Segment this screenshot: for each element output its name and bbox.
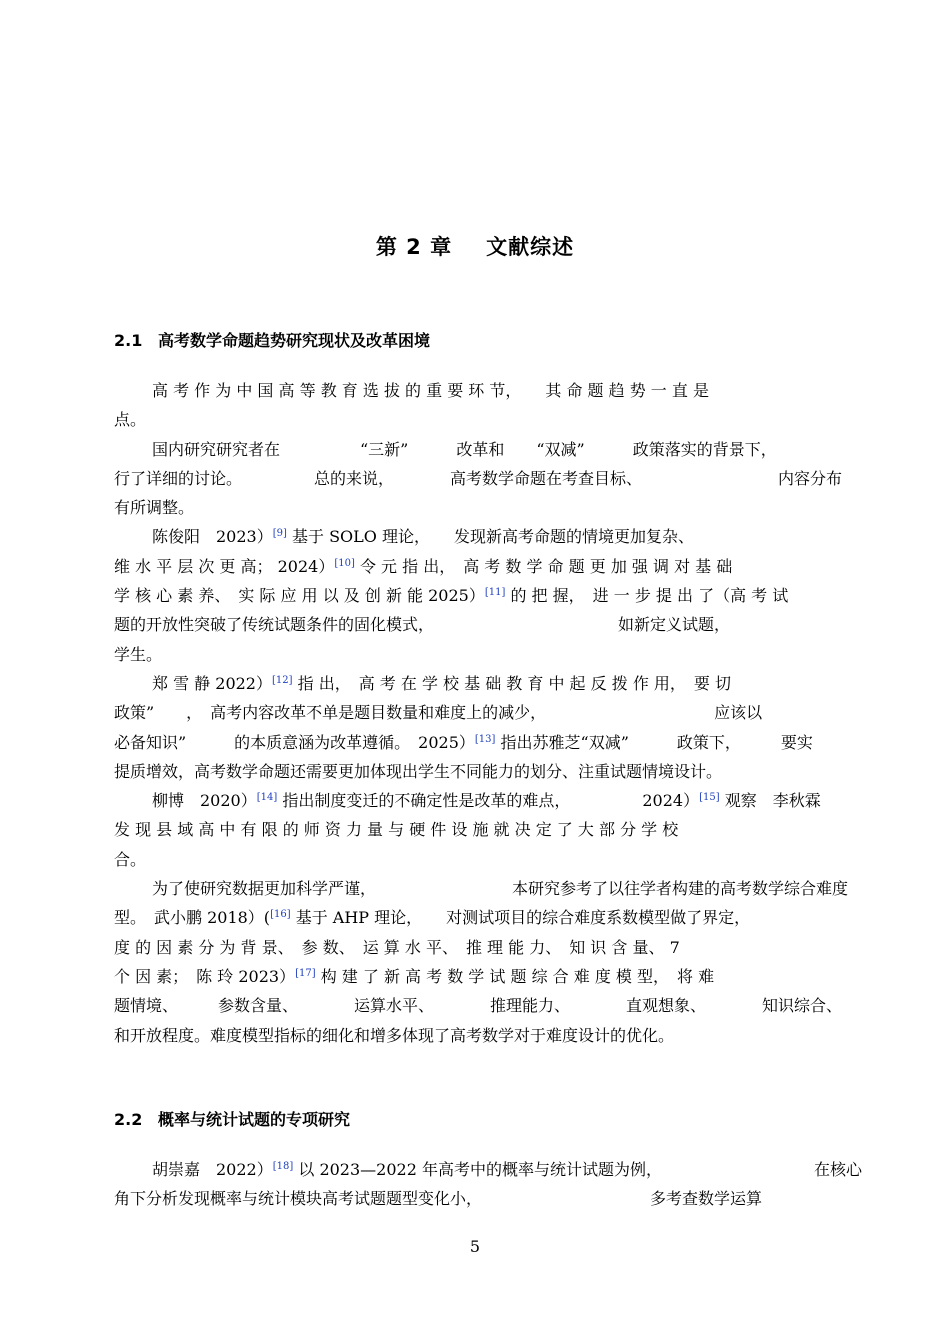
citation-ref[interactable]: [16] bbox=[270, 909, 291, 921]
text-line: 发 现 县 域 高 中 有 限 的 师 资 力 量 与 硬 件 设 施 就 决 定 了 大 部 分 学 校 bbox=[114, 820, 679, 840]
citation-ref[interactable]: [11] bbox=[484, 587, 506, 599]
text-line: 维 水 平 层 次 更 高； 2024）[10] 令 元 指 出， 高 考 数 学 命 题 更 加 强 调 对 基 础 bbox=[114, 556, 733, 576]
chapter-label: 第 2 章 bbox=[375, 235, 453, 259]
text-line: 有所调整。 bbox=[114, 498, 195, 518]
numeral: 7 bbox=[669, 937, 680, 957]
citation-ref[interactable]: [17] bbox=[295, 967, 316, 979]
citation-ref[interactable]: [14] bbox=[256, 792, 278, 804]
text-line: 必备知识” 的本质意涵为改革遵循。 2025）[13] 指出苏雅芝“双减” 政策下， 要实 bbox=[114, 732, 813, 752]
text-line: 行了详细的讨论。 总的来说， 高考数学命题在考查目标、 内容分布 bbox=[114, 468, 843, 488]
section-heading-2-2 bbox=[114, 1108, 934, 1132]
section-heading-2-1 bbox=[114, 329, 934, 353]
section-number: 2.1 bbox=[114, 331, 143, 350]
text-line: 度 的 因 素 分 为 背 景、 参 数、 运 算 水 平、 推 理 能 力、 知 识 含 量、 7 bbox=[114, 937, 680, 957]
text-line: 个 因 素； 陈 玲 2023）[17] 构 建 了 新 高 考 数 学 试 题 综 合 难 度 模 型， 将 难 bbox=[114, 966, 715, 986]
text-line: 陈俊阳 2023）[9] 基于 SOLO 理论， 发现新高考命题的情境更加复杂、 bbox=[152, 527, 694, 547]
section-2-2-body bbox=[114, 1155, 950, 1214]
citation-ref[interactable]: [18] bbox=[272, 1161, 294, 1172]
section-title: 概率与统计试题的专项研究 bbox=[158, 1110, 351, 1129]
text-line: 合。 bbox=[114, 849, 147, 869]
text-line: 学生。 bbox=[114, 644, 163, 664]
section-2-1-body bbox=[114, 376, 950, 1050]
section-number: 2.2 bbox=[114, 1110, 143, 1129]
text-line: 型。 武小鹏 2018）([16] 基于 AHP 理论， 对测试项目的综合难度系数模型做了界定， bbox=[114, 908, 751, 928]
text-line: 和开放程度。难度模型指标的细化和增多体现了高考数学对于难度设计的优化。 bbox=[114, 1025, 675, 1045]
text-line: 题情境、 参数含量、 运算水平、 推理能力、 直观想象、 知识综合、 bbox=[114, 996, 843, 1016]
citation-ref[interactable]: [9] bbox=[272, 528, 287, 540]
text-line: 提质增效，高考数学命题还需要更加体现出学生不同能力的划分、注重试题情境设计。 bbox=[114, 761, 723, 781]
text-line: 题的开放性突破了传统试题条件的固化模式， 如新定义试题， bbox=[114, 615, 731, 635]
chapter-title bbox=[0, 232, 950, 262]
text-line: 政策” ， 高考内容改革不单是题目数量和难度上的减少， 应该以 bbox=[114, 703, 763, 723]
citation-ref[interactable]: [10] bbox=[334, 557, 355, 569]
text-line: 高 考 作 为 中 国 高 等 教 育 选 拔 的 重 要 环 节， 其 命 题 趋 势 一 直 是 bbox=[152, 381, 709, 400]
text-line: 点。 bbox=[114, 410, 147, 430]
section-title: 高考数学命题趋势研究现状及改革困境 bbox=[158, 331, 431, 350]
citation-ref[interactable]: [12] bbox=[271, 674, 293, 686]
text-line: 学 核 心 素 养、 实 际 应 用 以 及 创 新 能 2025）[11] 的 把 握， 进 一 步 提 出 了（高 考 试 bbox=[114, 586, 789, 606]
page-number: 5 bbox=[469, 1237, 481, 1256]
text-line: 胡崇嘉 2022）[18] 以 2023—2022 年高考中的概率与统计试题为例， 在核心 bbox=[152, 1160, 862, 1179]
text-line: 国内研究研究者在 “三新” 改革和 “双减” 政策落实的背景下， bbox=[152, 439, 777, 459]
text-line: 为了使研究数据更加科学严谨， 本研究参考了以往学者构建的高考数学综合难度 bbox=[152, 879, 849, 899]
chapter-name: 文献综述 bbox=[486, 235, 575, 259]
citation-ref[interactable]: [13] bbox=[474, 733, 496, 745]
citation-ref[interactable]: [15] bbox=[699, 792, 720, 804]
text-line: 郑 雪 静 2022）[12] 指 出， 高 考 在 学 校 基 础 教 育 中 起 反 拨 作 用， 要 切 bbox=[152, 673, 731, 693]
text-line: 角下分析发现概率与统计模块高考试题题型变化小， 多考查数学运算 bbox=[114, 1189, 763, 1209]
text-line: 柳博 2020）[14] 指出制度变迁的不确定性是改革的难点， 2024）[15] 观察 李秋霖 bbox=[152, 791, 821, 811]
